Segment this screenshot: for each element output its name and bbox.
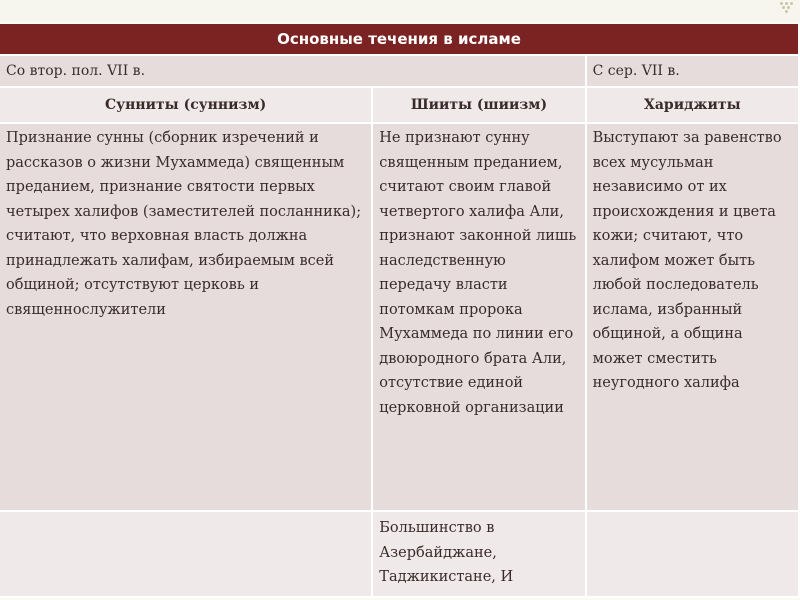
desc-sunni: Признание сунны (сборник изречений и рассказов о жизни Мухаммеда) священным преданием, признание святости первых четырех халифов (заместителей посланника); считают, что верховная власть должна принадлежать халифам, избираемым всей общиной; отсутствуют церковь и священнослужители — [0, 123, 372, 511]
period-mid: С сер. VII в. — [586, 55, 799, 87]
header-sunni: Сунниты (суннизм) — [0, 87, 372, 123]
top-bar — [0, 0, 800, 22]
table-title: Основные течения в исламе — [0, 24, 799, 55]
corner-dots-icon — [780, 2, 794, 14]
islam-currents-table — [0, 24, 800, 598]
spread-sunni — [0, 511, 372, 597]
header-kharijites: Хариджиты — [586, 87, 799, 123]
desc-kharijites: Выступают за равенство всех мусульман независимо от их происхождения и цвета кожи; считают, что халифом может быть любой последователь ислама, избранный общиной, а община может сместить неугодного халифа — [586, 123, 799, 511]
spread-kharijites — [586, 511, 799, 597]
spread-shia: Большинство в Азербайджане, Таджикистане, И — [372, 511, 585, 597]
header-shia: Шииты (шиизм) — [372, 87, 585, 123]
period-early: Со втор. пол. VII в. — [0, 55, 586, 87]
desc-shia: Не признают сунну священным преданием, считают своим главой четвертого халифа Али, признают законной лишь наследственную передачу власти потомкам пророка Мухаммеда по линии его двоюродного брата Али, отсутствие единой церковной организации — [372, 123, 585, 511]
